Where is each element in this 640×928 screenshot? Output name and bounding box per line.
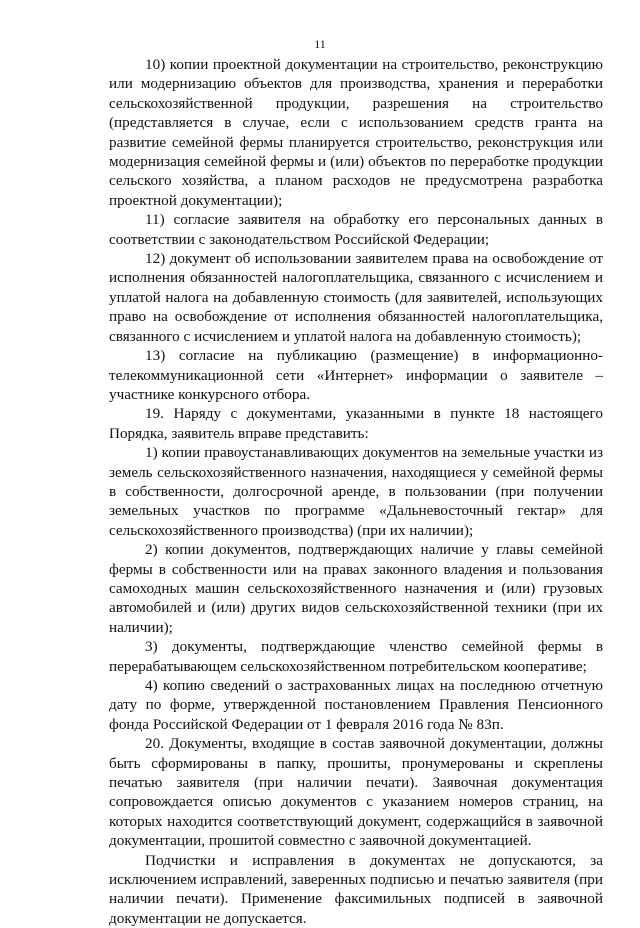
list-item-13: 13) согласие на публикацию (размещение) в информационно-телекоммуникационной сети «Интернет» информации о заявителе – участнике конкурсного отбора. [109, 347, 603, 403]
section-19-intro: 19. Наряду с документами, указанными в пункте 18 настоящего Порядка, заявитель вправе представить: [109, 405, 603, 442]
section-19-item-4: 4) копию сведений о застрахованных лицах на последнюю отчетную дату по форме, утвержденной постановлением Правления Пенсионного фонда Российской Федерации от 1 февраля 2016 года № 83п. [109, 677, 603, 733]
section-19-item-2: 2) копии документов, подтверждающих наличие у главы семейной фермы в собственности или на правах законного владения и пользования самоходных машин сельскохозяйственного назначения и (или) грузовых автомобилей и (или) других видов сельскохозяйственной техники (при их наличии); [109, 541, 603, 636]
page-number: 11 [314, 37, 326, 51]
document-body [109, 55, 603, 928]
section-19-item-1: 1) копии правоустанавливающих документов на земельные участки из земель сельскохозяйственного назначения, находящиеся у семейной фермы в собственности, долгосрочной аренде, в пользовании (при получении земельных участков по программе «Дальневосточный гектар» для сельскохозяйственного производства) (при их наличии); [109, 444, 603, 539]
list-item-10: 10) копии проектной документации на строительство, реконструкцию или модернизацию объектов для производства, хранения и переработки сельскохозяйственной продукции, разрешения на строительство (представляется в случае, если с использованием средств гранта на развитие семейной фермы планируется строительство, реконструкция или модернизация семейной фермы и (или) объектов по переработке продукции сельского хозяйства, а планом расходов не предусмотрена разработка проектной документации); [109, 56, 603, 209]
section-19-item-3: 3) документы, подтверждающие членство семейной фермы в перерабатывающем сельскохозяйственном потребительском кооперативе; [109, 638, 603, 675]
section-20: 20. Документы, входящие в состав заявочной документации, должны быть сформированы в папку, прошиты, пронумерованы и скреплены печатью заявителя (при наличии печати). Заявочная документация сопровождается описью документов с указанием номеров страниц, на которых находится соответствующий документ, содержащийся в заявочной документации, прошитой совместно с заявочной документацией. [109, 735, 603, 850]
corrections-paragraph: Подчистки и исправления в документах не допускаются, за исключением исправлений, заверенных подписью и печатью заявителя (при наличии печати). Применение факсимильных подписей в заявочной документации не допускается. [109, 851, 603, 927]
list-item-12: 12) документ об использовании заявителем права на освобождение от исполнения обязанностей налогоплательщика, связанного с исчислением и уплатой налога на добавленную стоимость (для заявителей, использующих право на освобождение от исполнения обязанностей налогоплательщика, связанного с исчислением и уплатой налога на добавленную стоимость); [109, 250, 603, 345]
list-item-11: 11) согласие заявителя на обработку его персональных данных в соответствии с законодательством Российской Федерации; [109, 211, 603, 248]
